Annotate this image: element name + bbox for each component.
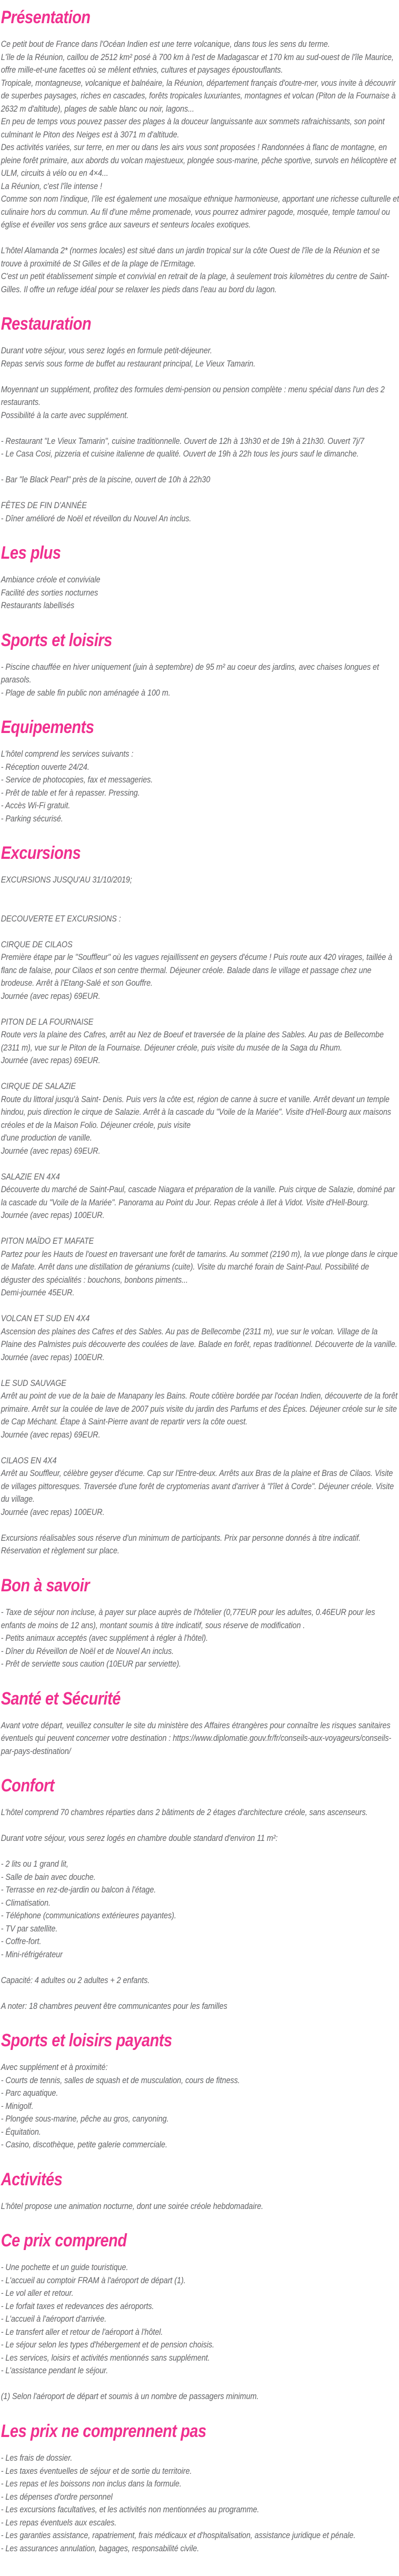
paragraph-line: - Équitation. [1,2126,41,2137]
section-confort [1,1776,399,2013]
paragraph-line: DECOUVERTE ET EXCURSIONS : [1,913,121,924]
paragraph-line: Arrêt au point de vue de la baie de Manapany les Bains. Route côtière bordée par l'océan Indien, découverte de la forêt primaire. Arrêt sur la coulée de lave de 2007 puis visite du jardin des Parfums et des Épices. Déjeuner créole sur le site de Cap Méchant. Étape à Saint-Pierre avant de repartir vers la côte ouest. [1,1391,398,1427]
paragraph-gap [1,1441,399,1454]
paragraph-line: Partez pour les Hauts de l'ouest en traversant une forêt de tamarins. Au sommet (2190 m), la vue plonge dans le cirque de Mafate. Arrêt dans une distillation de géraniums (cuite). Visite du marché forain de Saint-Paul. Possibilité de déguster des spécialités : bouchons, bonbons piments... [1,1249,398,1285]
paragraph-gap [1,1519,399,1532]
paragraph-gap [1,1222,399,1235]
section-les-prix-ne-comprennent-pas [1,2421,399,2555]
paragraph-line: - Le transfert aller et retour de l'aéroport à l'hôtel. [1,2326,163,2337]
paragraph-line: Excursions réalisables sous réserve d'un minimum de participants. Prix par personne donnés à titre indicatif. [1,1532,361,1543]
section-sports-et-loisirs [1,630,399,700]
section-sports-et-loisirs-payants [1,2030,399,2152]
paragraph-line: - Le séjour selon les types d'hébergement et de pension choisis. [1,2340,215,2350]
section-heading-sports-et-loisirs-payants: Sports et loisirs payants [1,2030,172,2051]
section-activites [1,2169,399,2213]
paragraph-line: - Les services, loisirs et activités mentionnés sans supplément. [1,2352,210,2363]
paragraph-gap [1,1987,399,2000]
paragraph-gap [1,1157,399,1171]
paragraph-line: - TV par satellite. [1,1923,58,1934]
paragraph-line: Tropicale, montagneuse, volcanique et balnéaire, la Réunion, département français d'outre-mer, vous invite à découvrir de superbes paysages, riches en cascades, forêts tropicales luxuriantes, montagnes et volcan (Piton de la Fournaise à 2632 m d'altitude), plages de sable blanc ou noir, lagons... [1,77,396,114]
paragraph-gap [1,1961,399,1974]
paragraph-gap [1,887,399,900]
paragraph-line: Repas servis sous forme de buffet au restaurant principal, Le Vieux Tamarin. [1,358,256,369]
paragraph-line: Ascension des plaines des Cafres et des Sables. Au pas de Bellecombe (2311 m), vue sur le volcan. Village de la Plaine des Palmistes puis découverte des coulées de lave. Balade en forêt, repas traditionnel. Découverte de la vanille. [1,1326,397,1350]
paragraph-gap [1,1819,399,1832]
paragraph-line: - L'assistance pendant le séjour. [1,2365,108,2376]
section-excursions [1,843,399,1558]
paragraph-gap [1,1300,399,1313]
paragraph-line: - Les repas éventuels aux escales. [1,2517,117,2528]
paragraph-line: - Coffre-fort. [1,1936,42,1947]
section-restauration [1,314,399,525]
paragraph-line: - L'accueil à l'aéroport d'arrivée. [1,2314,107,2324]
paragraph-line: - Le forfait taxes et redevances des aéroports. [1,2301,154,2311]
paragraph-line: CILAOS EN 4X4 [1,1455,57,1465]
paragraph-line: Possibilité à la carte avec supplément. [1,410,129,420]
paragraph-line: Journée (avec repas) 69EUR. [1,990,101,1001]
paragraph-line: Journée (avec repas) 100EUR. [1,1210,105,1221]
paragraph-line: - Téléphone (communications extérieures payantes). [1,1910,176,1921]
paragraph-line: Journée (avec repas) 100EUR. [1,1507,105,1517]
paragraph-line: Réservation et règlement sur place. [1,1545,119,1556]
paragraph-line: Première étape par le "Souffleur" où les vagues rejaillissent en geysers d'écume ! Puis route aux 420 virages, taillée à flanc de falaise, pour Cilaos et son centre thermal. Déjeuner créole. Balade dans le village et passage chez une brodeuse. Arrêt à l'Etang-Salé et son Gouffre. [1,952,393,988]
paragraph-gap [1,422,399,435]
paragraph-line: L'hôtel comprend les services suivants : [1,749,134,759]
paragraph-line: SALAZIE EN 4X4 [1,1171,60,1182]
paragraph-line: - Les taxes éventuelles de séjour et de sortie du territoire. [1,2465,192,2476]
paragraph-gap [1,899,399,913]
paragraph-line: Des activités variées, sur terre, en mer ou dans les airs vous sont proposées ! Randonnées à flanc de montagne, en pleine forêt primaire, aux abords du volcan majestueux, plongée sous-marine, pêche sportive, survols en hélicoptère et ULM, circuits à vélo ou en 4×4... [1,142,396,179]
section-sante-et-securite [1,1689,399,1758]
paragraph-gap [1,2377,399,2391]
paragraph-line: - Dîner amélioré de Noël et réveillon du Nouvel An inclus. [1,513,192,523]
section-heading-presentation: Présentation [1,7,91,27]
paragraph-line: Journée (avec repas) 69EUR. [1,1055,101,1066]
paragraph-line: Capacité: 4 adultes ou 2 adultes + 2 enfants. [1,1975,150,1985]
paragraph-line: - Casino, discothèque, petite galerie commerciale. [1,2139,167,2150]
paragraph-line: A noter: 18 chambres peuvent être communicantes pour les familles [1,2000,227,2011]
paragraph-line: - Mini-réfrigérateur [1,1949,63,1959]
section-heading-les-plus: Les plus [1,543,61,563]
paragraph-line: - Prêt de table et fer à repasser. Pressing. [1,787,140,798]
paragraph-line: - 2 lits ou 1 grand lit, [1,1859,68,1869]
paragraph-line: Ambiance créole et conviviale [1,574,101,585]
section-heading-bon-a-savoir: Bon à savoir [1,1575,90,1596]
paragraph-line: - Réception ouverte 24/24. [1,761,89,772]
paragraph-gap [1,1003,399,1016]
paragraph-line: LE SUD SAUVAGE [1,1378,66,1388]
paragraph-line: Arrêt au Souffleur, célèbre geyser d'écume. Cap sur l'Entre-deux. Arrêts aux Bras de la plaine et Bras de Cilaos. Visite de villages pittoresques. Traversée d'une forêt de cryptomerias avant d'arriver à "l'îlet à Corde". Déjeuner créole. Visite du village. [1,1468,394,1504]
paragraph-line: FÊTES DE FIN D'ANNÉE [1,500,87,511]
section-heading-les-prix-ne-comprennent-pas: Les prix ne comprennent pas [1,2421,206,2441]
paragraph-line: Comme son nom l'indique, l'île est également une mosaïque ethnique harmonieuse, apportant une richesse culturelle et culinaire hors du commun. Au fil d'une même promenade, vous pourrez admirer pagode, mosquée, temple tamoul ou église et éveiller vos sens grâce aux saveurs et senteurs locales exotiques. [1,194,399,230]
paragraph-line: - Minigolf. [1,2101,34,2111]
section-heading-ce-prix-comprend: Ce prix comprend [1,2231,127,2251]
paragraph-gap [1,487,399,500]
paragraph-line: - Bar "le Black Pearl" près de la piscine, ouvert de 10h à 22h30 [1,474,211,485]
paragraph-line: L'hôtel Alamanda 2* (normes locales) est situé dans un jardin tropical sur la côte Ouest de l'île de la Réunion et se trouve à proximité de St Gilles et de la plage de l'Ermitage. [1,245,380,269]
section-heading-sante-et-securite: Santé et Sécurité [1,1688,121,1709]
paragraph-line: - Les excursions facultatives, et les activités non mentionnées au programme. [1,2504,260,2515]
section-heading-activites: Activités [1,2169,63,2189]
section-bon-a-savoir [1,1576,399,1671]
paragraph-line: - Une pochette et un guide touristique. [1,2262,128,2273]
paragraph-line: C'est un petit établissement simple et convivial en retrait de la plage, à seulement trois kilomètres du centre de Saint-Gilles. Il offre un refuge idéal pour se relaxer les pieds dans l'eau au bord du lagon. [1,271,390,294]
paragraph-line: Durant votre séjour, vous serez logés en formule petit-déjeuner. [1,345,212,356]
paragraph-line: Route vers la plaine des Cafres, arrêt au Nez de Boeuf et traversée de la plaine des Sables. Au pas de Bellecombe (2311 m), vue sur le Piton de la Fournaise. Déjeuner créole, puis visite du musée de la Saga du Rhum. [1,1029,384,1053]
paragraph-line: Durant votre séjour, vous serez logés en chambre double standard d'environ 11 m²: [1,1833,278,1844]
paragraph-gap [1,370,399,383]
paragraph-line: Ce petit bout de France dans l'Océan Indien est une terre volcanique, dans tous les sens du terme. [1,39,330,49]
paragraph-line: CIRQUE DE CILAOS [1,939,73,949]
paragraph-line: - Les dépenses d'ordre personnel [1,2491,113,2502]
paragraph-gap [1,925,399,938]
section-heading-confort: Confort [1,1776,55,1796]
paragraph-line: - Parc aquatique. [1,2088,58,2098]
paragraph-line: - Accès Wi-Fi gratuit. [1,800,71,811]
paragraph-gap [1,1845,399,1858]
paragraph-line: Restaurants labellisés [1,600,75,611]
section-ce-prix-comprend [1,2231,399,2403]
paragraph-line: - Courts de tennis, salles de squash et de musculation, cours de fitness. [1,2075,240,2085]
section-heading-sports-et-loisirs: Sports et loisirs [1,630,112,650]
paragraph-line: - Petits animaux acceptés (avec supplément à régler à l'hôtel). [1,1633,208,1643]
paragraph-line: - Salle de bain avec douche. [1,1871,96,1882]
section-presentation [1,7,399,296]
paragraph-line: Découverte du marché de Saint-Paul, cascade Niagara et préparation de la vanille. Puis cirque de Salazie, dominé par la cascade du "Voile de la Mariée". Panorama au Point du Jour. Repas créole à Ilet à Vidot. Visite d'Hell-Bourg. [1,1184,395,1207]
paragraph-line: Avec supplément et à proximité: [1,2062,108,2073]
paragraph-line: Journée (avec repas) 69EUR. [1,1429,101,1440]
paragraph-line: - Les assurances annulation, bagages, responsabilité civile. [1,2543,200,2553]
paragraph-line: d'une production de vanille. [1,1133,92,1143]
paragraph-line: VOLCAN ET SUD EN 4X4 [1,1313,90,1324]
paragraph-gap [1,1364,399,1377]
paragraph-line: - Plongée sous-marine, pêche au gros, canyoning. [1,2114,169,2124]
paragraph-gap [1,461,399,474]
paragraph-line: - Le vol aller et retour. [1,2288,74,2298]
paragraph-line: En peu de temps vous pouvez passer des plages à la douceur languissante aux sommets rafraichissants, son point culminant le Piton des Neiges est à 3071 m d'altitude. [1,116,385,140]
paragraph-line: PITON DE LA FOURNAISE [1,1016,94,1027]
paragraph-line: EXCURSIONS JUSQU'AU 31/10/2019; [1,875,132,885]
paragraph-line: Avant votre départ, veuillez consulter le site du ministère des Affaires étrangères pour connaître les risques sanitaires éventuels qui peuvent concerner votre destination : https://www.diplomatie.gouv.fr/fr/conseils-aux-voyageurs/conseils-par-pays-destination/ [1,1720,392,1756]
paragraph-gap [1,232,399,245]
paragraph-line: - Les garanties assistance, rapatriement, frais médicaux et d'hospitalisation, assistance juridique et pénale. [1,2530,356,2541]
paragraph-line: - Le Casa Cosi, pizzeria et cuisine italienne de qualité. Ouvert de 19h à 22h tous les jours sauf le dimanche. [1,449,359,459]
paragraph-line: L'hôtel propose une animation nocturne, dont une soirée créole hebdomadaire. [1,2201,264,2211]
paragraph-line: - Les frais de dossier. [1,2453,73,2463]
paragraph-line: PITON MAÏDO ET MAFATE [1,1236,94,1246]
paragraph-line: La Réunion, c'est l'île intense ! [1,181,102,191]
paragraph-line: - Les repas et les boissons non inclus dans la formule. [1,2479,182,2489]
paragraph-line: - Service de photocopies, fax et messageries. [1,775,153,785]
paragraph-line: L'île de la Réunion, caillou de 2512 km² posé à 700 km à l'est de Madagascar et 170 km au sud-ouest de l'île Maurice, offre mille-et-une facettes où se mêlent ethnies, cultures et paysages époustouflants. [1,52,394,75]
paragraph-line: Route du littoral jusqu'à Saint- Denis. Puis vers la côte est, région de canne à sucre et vanille. Arrêt devant un temple hindou, puis direction le cirque de Salazie. Arrêt à la cascade du "Voile de la Mariée". Visite d'Hell-Bourg aux maisons créoles et de la Maison Folio. Déjeuner créole, puis visite [1,1094,391,1130]
paragraph-line: Facilité des sorties nocturnes [1,587,98,598]
section-les-plus [1,543,399,612]
paragraph-line: Journée (avec repas) 100EUR. [1,1352,105,1362]
section-equipements [1,717,399,825]
paragraph-gap [1,1067,399,1081]
section-heading-restauration: Restauration [1,314,92,334]
paragraph-line: - Parking sécurisé. [1,813,63,824]
paragraph-line: - Plage de sable fin public non aménagée à 100 m. [1,687,171,698]
paragraph-line: Journée (avec repas) 69EUR. [1,1145,101,1156]
paragraph-line: - Terrasse en rez-de-jardin ou balcon à l'étage. [1,1885,156,1895]
paragraph-line: - L'accueil au comptoir FRAM à l'aéroport de départ (1). [1,2275,186,2285]
paragraph-line: - Dîner du Réveillon de Noël et de Nouvel An inclus. [1,1646,174,1656]
paragraph-line: Demi-journée 45EUR. [1,1287,75,1298]
paragraph-line: L'hôtel comprend 70 chambres réparties dans 2 bâtiments de 2 étages d'architecture créole, sans ascenseurs. [1,1807,368,1818]
paragraph-line: (1) Selon l'aéroport de départ et soumis à un nombre de passagers minimum. [1,2391,259,2402]
paragraph-line: CIRQUE DE SALAZIE [1,1081,76,1092]
paragraph-line: - Prêt de serviette sous caution (10EUR par serviette). [1,1659,181,1669]
paragraph-line: - Restaurant "Le Vieux Tamarin", cuisine traditionnelle. Ouvert de 12h à 13h30 et de 19h à 21h30. Ouvert 7j/7 [1,435,364,446]
paragraph-line: - Taxe de séjour non incluse, à payer sur place auprès de l'hôtelier (0,77EUR pour les adultes, 0.46EUR pour les enfants de moins de 12 ans), montant soumis à titre indicatif, sous réserve de modification . [1,1607,375,1630]
paragraph-line: - Piscine chauffée en hiver uniquement (juin à septembre) de 95 m² au coeur des jardins, avec chaises longues et parasols. [1,661,379,685]
section-heading-equipements: Equipements [1,717,94,738]
section-heading-excursions: Excursions [1,843,81,864]
paragraph-line: Moyennant un supplément, profitez des formules demi-pension ou pension complète : menu spécial dans l'un des 2 restaurants. [1,384,385,408]
paragraph-line: - Climatisation. [1,1897,51,1908]
